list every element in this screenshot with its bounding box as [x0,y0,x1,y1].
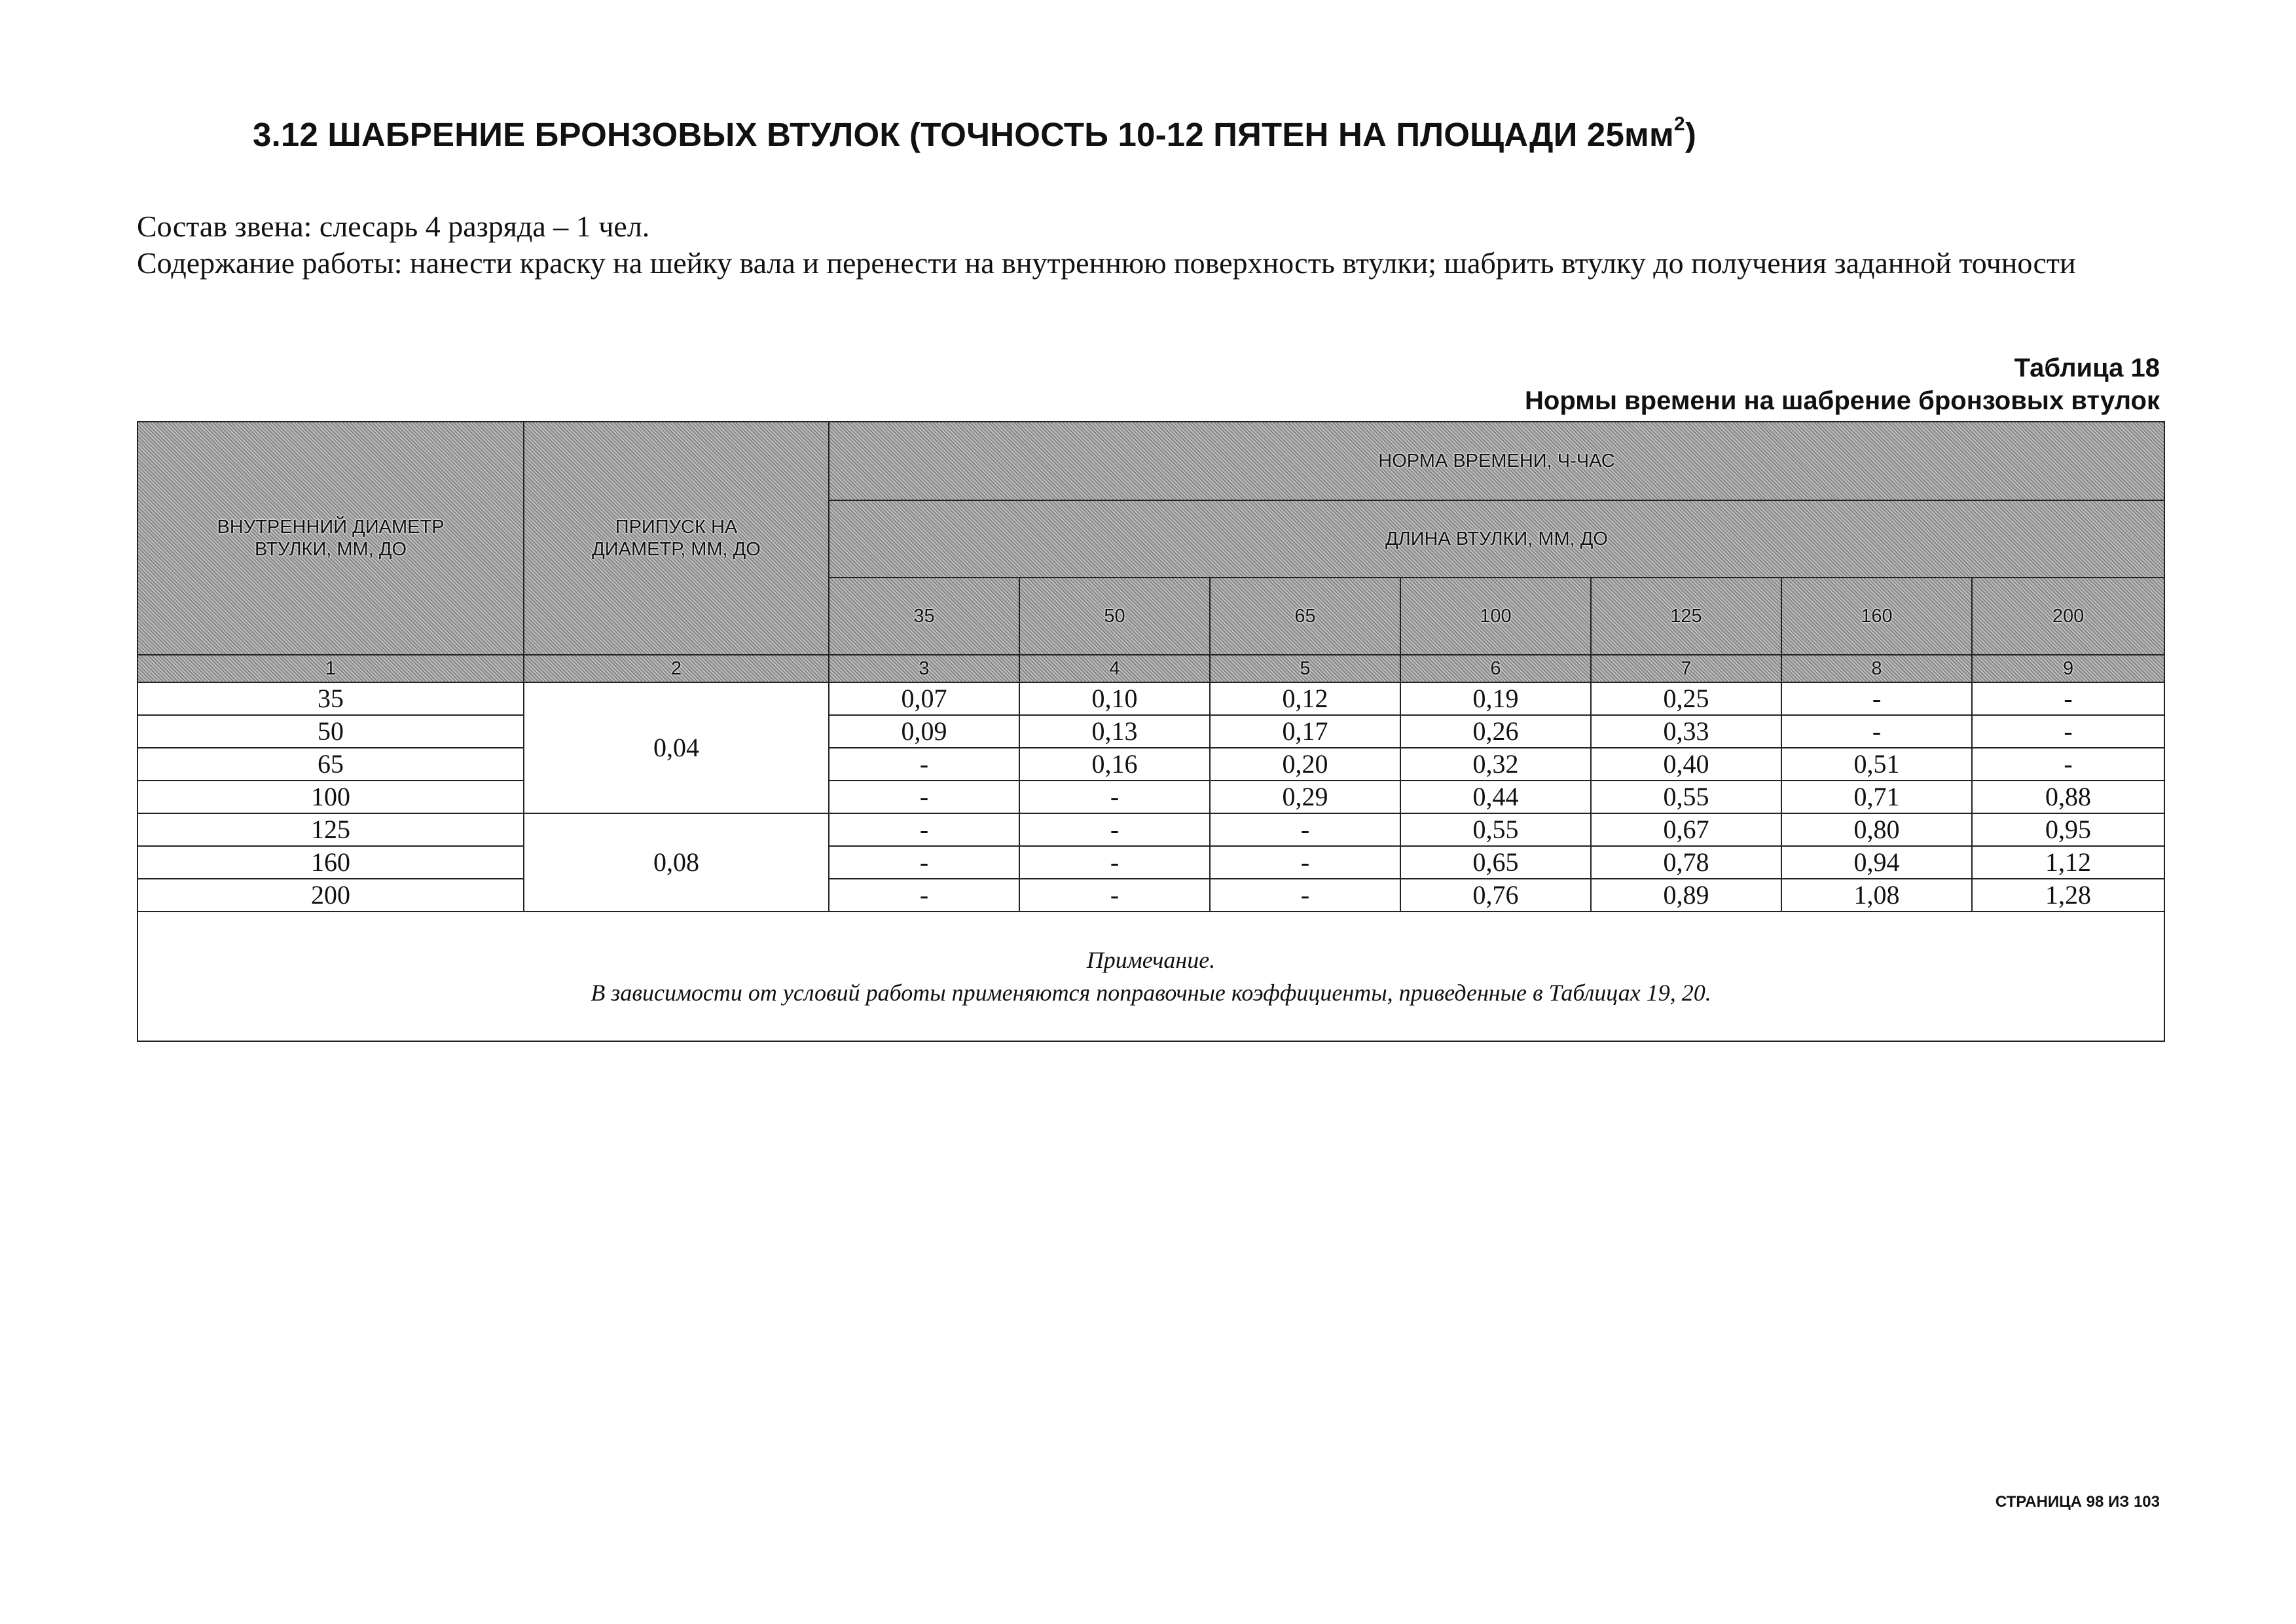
header-length-200: 200 [1972,578,2164,655]
header-length-125: 125 [1591,578,1781,655]
column-number: 8 [1781,655,1972,682]
section-heading [253,115,1696,154]
work-content: Содержание работы: нанести краску на шейку вала и перенести на внутреннюю поверхность втулки; шабрить втулку до получения заданной точности [137,246,2076,280]
cell-norm-value: 0,71 [1781,781,1972,813]
cell-norm-value: 0,88 [1972,781,2164,813]
cell-norm-value: 0,55 [1591,781,1781,813]
cell-diameter: 200 [137,879,524,912]
cell-norm-value: 0,19 [1400,682,1591,715]
cell-diameter: 125 [137,813,524,846]
header-inner-diameter: ВНУТРЕННИЙ ДИАМЕТР ВТУЛКИ, ММ, ДО [137,422,524,655]
cell-norm-value: 1,28 [1972,879,2164,912]
cell-norm-value: 0,13 [1019,715,1210,748]
cell-norm-value: - [1210,813,1400,846]
cell-norm-value: 0,89 [1591,879,1781,912]
cell-norm-value: 0,12 [1210,682,1400,715]
column-number: 7 [1591,655,1781,682]
cell-norm-value: 0,95 [1972,813,2164,846]
section-heading-tail: ) [1685,116,1696,153]
cell-norm-value: 0,29 [1210,781,1400,813]
cell-diameter: 50 [137,715,524,748]
cell-norm-value: - [1781,682,1972,715]
table-row [137,682,2164,715]
column-number: 4 [1019,655,1210,682]
header-length-50: 50 [1019,578,1210,655]
cell-norm-value: 0,07 [829,682,1019,715]
cell-norm-value: 0,25 [1591,682,1781,715]
cell-norm-value: 0,10 [1019,682,1210,715]
table-title: Нормы времени на шабрение бронзовых втулок [1525,386,2160,415]
table-row [137,879,2164,912]
cell-norm-value: 0,32 [1400,748,1591,781]
table-row [137,748,2164,781]
column-number: 3 [829,655,1019,682]
header-sleeve-length: ДЛИНА ВТУЛКИ, ММ, ДО [829,500,2164,578]
header-length-65: 65 [1210,578,1400,655]
cell-norm-value: 1,08 [1781,879,1972,912]
cell-norm-value: 0,80 [1781,813,1972,846]
cell-norm-value: 0,67 [1591,813,1781,846]
cell-norm-value: - [1972,715,2164,748]
header-length-100: 100 [1400,578,1591,655]
cell-norm-value: 0,51 [1781,748,1972,781]
cell-norm-value: 0,44 [1400,781,1591,813]
column-number: 1 [137,655,524,682]
cell-norm-value: - [1972,748,2164,781]
cell-norm-value: 0,17 [1210,715,1400,748]
table-row [137,813,2164,846]
cell-diameter: 100 [137,781,524,813]
header-allowance: ПРИПУСК НА ДИАМЕТР, ММ, ДО [524,422,829,655]
column-number: 5 [1210,655,1400,682]
column-number: 2 [524,655,829,682]
note-text: В зависимости от условий работы применяются поправочные коэффициенты, приведенные в Таблицах 19, 20. [591,980,1711,1006]
cell-diameter: 35 [137,682,524,715]
cell-norm-value: 0,33 [1591,715,1781,748]
table-row [137,846,2164,879]
cell-norm-value: - [1019,813,1210,846]
table-number: Таблица 18 [2014,354,2160,382]
cell-norm-value: - [829,846,1019,879]
cell-norm-value: 1,12 [1972,846,2164,879]
cell-allowance: 0,04 [524,682,829,813]
header-norm-time: НОРМА ВРЕМЕНИ, Ч-ЧАС [829,422,2164,500]
cell-norm-value: 0,78 [1591,846,1781,879]
note-cell [137,912,2164,1041]
cell-norm-value: 0,76 [1400,879,1591,912]
table-row [137,781,2164,813]
column-number: 6 [1400,655,1591,682]
cell-diameter: 65 [137,748,524,781]
section-heading-text: 3.12 ШАБРЕНИЕ БРОНЗОВЫХ ВТУЛОК (ТОЧНОСТЬ 10-12 ПЯТЕН НА ПЛОЩАДИ 25мм [253,116,1674,153]
page-counter: СТРАНИЦА 98 ИЗ 103 [1995,1493,2160,1511]
header-length-35: 35 [829,578,1019,655]
cell-norm-value: 0,40 [1591,748,1781,781]
norms-table [137,421,2165,1042]
cell-norm-value: - [829,748,1019,781]
section-heading-superscript: 2 [1673,113,1685,135]
cell-norm-value: - [1972,682,2164,715]
crew-composition: Состав звена: слесарь 4 разряда – 1 чел. [137,210,650,243]
cell-diameter: 160 [137,846,524,879]
column-number: 9 [1972,655,2164,682]
cell-norm-value: 0,16 [1019,748,1210,781]
cell-norm-value: - [1019,879,1210,912]
cell-norm-value: - [1781,715,1972,748]
cell-allowance: 0,08 [524,813,829,912]
cell-norm-value: 0,09 [829,715,1019,748]
cell-norm-value: - [829,781,1019,813]
cell-norm-value: - [829,879,1019,912]
note-title: Примечание. [1086,947,1216,973]
cell-norm-value: 0,65 [1400,846,1591,879]
cell-norm-value: 0,26 [1400,715,1591,748]
cell-norm-value: - [1019,781,1210,813]
cell-norm-value: - [829,813,1019,846]
header-length-160: 160 [1781,578,1972,655]
cell-norm-value: 0,20 [1210,748,1400,781]
note-row [137,912,2164,1041]
cell-norm-value: - [1210,846,1400,879]
cell-norm-value: - [1019,846,1210,879]
table-row [137,715,2164,748]
cell-norm-value: - [1210,879,1400,912]
cell-norm-value: 0,55 [1400,813,1591,846]
cell-norm-value: 0,94 [1781,846,1972,879]
